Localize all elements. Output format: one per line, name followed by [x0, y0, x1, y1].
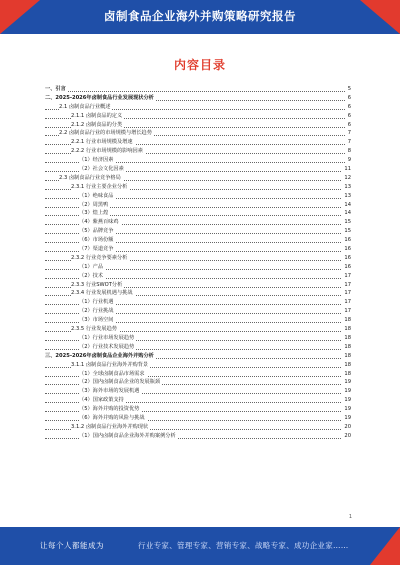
toc-entry[interactable]: [45, 396, 351, 405]
toc-entry-page: 6: [347, 121, 351, 128]
toc-entry-page: 16: [344, 246, 351, 253]
toc-entry-page: 19: [344, 379, 351, 386]
toc-entry[interactable]: [45, 103, 351, 112]
toc-entry-label: 一、引言: [45, 86, 66, 92]
toc-entry-page: 18: [344, 352, 351, 359]
toc-entry-label: 2.1.1 卤制食品的定义: [71, 112, 123, 119]
toc-entry-page: 17: [344, 308, 351, 315]
toc-entry-page: 19: [344, 406, 351, 413]
toc-entry[interactable]: [45, 414, 351, 423]
toc-entry[interactable]: [45, 218, 351, 227]
toc-entry-page: 11: [344, 166, 351, 173]
toc-entry-page: 20: [344, 423, 351, 430]
toc-entry-label: （2）社会文化因素: [79, 166, 124, 173]
toc-entry-page: 6: [347, 103, 351, 110]
toc-entry-page: 15: [344, 219, 351, 226]
toc-entry[interactable]: [45, 263, 351, 272]
toc-entry-page: 19: [344, 414, 351, 421]
toc-entry[interactable]: [45, 138, 351, 147]
toc-entry-page: 14: [344, 201, 351, 208]
toc-entry-page: 19: [344, 397, 351, 404]
toc-entry-label: （2）国内卤制食品企业的发展瓶颈: [79, 379, 161, 386]
toc-entry-label: 2.3.2 行业竞争要素分析: [71, 254, 128, 261]
toc-entry-page: 13: [344, 183, 351, 190]
toc-entry[interactable]: [45, 325, 351, 334]
toc-entry-label: （1）国内卤制食品企业海外并购案例分析: [79, 432, 176, 439]
toc-entry-page: 17: [344, 281, 351, 288]
toc-entry-label: （6）海外并购的风险与挑战: [79, 414, 145, 421]
toc-entry[interactable]: [45, 423, 351, 432]
toc-entry-page: 20: [344, 432, 351, 439]
toc-entry[interactable]: [45, 254, 351, 263]
table-of-contents: [45, 85, 351, 441]
toc-entry-label: （5）品牌竞争: [79, 228, 114, 235]
toc-entry-label: （1）行业市场发展趋势: [79, 334, 135, 341]
toc-entry-label: 2.3 卤制食品行业竞争格局: [59, 174, 121, 181]
toc-entry-label: （3）市场空间: [79, 317, 114, 324]
toc-entry[interactable]: [45, 378, 351, 387]
toc-entry-page: 12: [344, 174, 351, 181]
toc-entry[interactable]: [45, 192, 351, 201]
toc-entry-label: 2.2 卤制食品行业的市场规模与增长趋势: [59, 130, 152, 137]
toc-entry-label: （4）紫燕百味鸡: [79, 219, 119, 226]
toc-entry-page: 9: [347, 157, 351, 164]
toc-entry-page: 15: [344, 228, 351, 235]
toc-heading: 内容目录: [173, 58, 226, 72]
toc-entry-label: （3）煌上煌: [79, 210, 109, 217]
toc-entry[interactable]: [45, 352, 351, 361]
toc-entry[interactable]: [45, 272, 351, 281]
footer-red-corner: [370, 527, 400, 565]
toc-entry-label: （6）市场份额: [79, 237, 114, 244]
toc-entry-label: 3.1.1 卤制食品行业海外并购背景: [71, 361, 149, 368]
toc-entry-page: 7: [347, 130, 351, 137]
toc-entry-page: 16: [344, 254, 351, 261]
toc-entry-label: 二、2025-2026年卤制食品行业发展现状分析: [45, 94, 154, 101]
toc-entry-page: 18: [344, 343, 351, 350]
toc-entry-page: 18: [344, 326, 351, 333]
toc-entry-page: 18: [344, 334, 351, 341]
toc-entry[interactable]: [45, 307, 351, 316]
toc-entry-label: （1）产品: [79, 263, 104, 270]
toc-entry-label: 2.3.3 行业SWOT分析: [71, 281, 123, 288]
toc-entry-page: 18: [344, 370, 351, 377]
toc-entry[interactable]: [45, 209, 351, 218]
toc-entry-page: 17: [344, 299, 351, 306]
toc-entry[interactable]: [45, 183, 351, 192]
toc-entry[interactable]: [45, 147, 351, 156]
toc-entry-page: 18: [344, 317, 351, 324]
toc-entry-page: 17: [344, 272, 351, 279]
page-footer: [0, 527, 400, 565]
toc-entry-label: （7）渠道竞争: [79, 246, 114, 253]
toc-entry-label: 2.3.5 行业发展趋势: [71, 326, 117, 333]
toc-entry-page: 7: [347, 139, 351, 146]
toc-entry[interactable]: [45, 165, 351, 174]
toc-entry[interactable]: [45, 227, 351, 236]
report-title: 卤制食品企业海外并购策略研究报告: [104, 9, 296, 23]
toc-entry[interactable]: [45, 174, 351, 183]
toc-entry-label: （2）周黑鸭: [79, 201, 109, 208]
toc-entry-page: 6: [347, 94, 351, 101]
toc-entry-label: （2）行业技术发展趋势: [79, 343, 135, 350]
toc-entry-label: （5）海外并购的投资优势: [79, 406, 140, 413]
page-header: [0, 0, 400, 34]
toc-entry[interactable]: [45, 85, 351, 94]
toc-entry-page: 5: [347, 86, 351, 92]
toc-entry[interactable]: [45, 121, 351, 130]
toc-entry[interactable]: [45, 112, 351, 121]
toc-entry[interactable]: [45, 316, 351, 325]
toc-leader-dots: [45, 91, 351, 92]
toc-entry-label: （1）绝味食品: [79, 192, 114, 199]
toc-entry-label: 2.3.4 行业发展机遇与挑战: [71, 290, 133, 297]
toc-entry[interactable]: [45, 156, 351, 165]
footer-slogan: 让每个人都能成为: [40, 541, 104, 550]
toc-entry[interactable]: [45, 343, 351, 352]
toc-entry-label: 2.1.2 卤制食品的分类: [71, 121, 123, 128]
toc-entry[interactable]: [45, 432, 351, 441]
toc-entry-page: 8: [347, 148, 351, 155]
toc-entry-label: 2.3.1 行业主要企业分析: [71, 183, 128, 190]
toc-entry[interactable]: [45, 370, 351, 379]
toc-entry[interactable]: [45, 245, 351, 254]
toc-entry-page: 13: [344, 192, 351, 199]
toc-entry[interactable]: [45, 201, 351, 210]
toc-entry[interactable]: [45, 334, 351, 343]
toc-entry-page: 17: [344, 290, 351, 297]
toc-entry[interactable]: [45, 387, 351, 396]
footer-tagline: 行业专家、管理专家、营销专家、战略专家、成功企业家……: [138, 541, 349, 550]
toc-entry-label: 3.1.2 卤制食品行业海外并购现状: [71, 423, 149, 430]
toc-entry-page: 18: [344, 361, 351, 368]
toc-entry[interactable]: [45, 298, 351, 307]
toc-entry[interactable]: [45, 405, 351, 414]
toc-entry-page: 16: [344, 263, 351, 270]
toc-entry-label: （4）国家政策支持: [79, 397, 124, 404]
toc-entry[interactable]: [45, 94, 351, 103]
toc-entry-page: 14: [344, 210, 351, 217]
toc-entry-label: （1）全球卤制食品市场需求: [79, 370, 145, 377]
toc-entry-label: （3）海外市场的发展机遇: [79, 388, 140, 395]
toc-entry[interactable]: [45, 129, 351, 138]
toc-entry[interactable]: [45, 236, 351, 245]
toc-entry-page: 16: [344, 237, 351, 244]
toc-entry-label: 2.1 卤制食品行业概述: [59, 103, 111, 110]
toc-entry-label: 三、2025-2026年卤制食品企业海外并购分析: [45, 352, 154, 359]
toc-entry-page: 6: [347, 112, 351, 119]
toc-entry-label: （1）经济因素: [79, 157, 114, 164]
toc-entry-label: （1）行业机遇: [79, 299, 114, 306]
toc-entry-label: （2）行业挑战: [79, 308, 114, 315]
toc-entry-label: 2.2.2 行业市场规模的影响因素: [71, 148, 143, 155]
toc-entry[interactable]: [45, 361, 351, 370]
toc-entry-page: 19: [344, 388, 351, 395]
toc-entry[interactable]: [45, 289, 351, 298]
toc-entry[interactable]: [45, 281, 351, 290]
toc-entry-label: 2.2.1 行业市场规模及增速: [71, 139, 133, 146]
page-number: 1: [348, 514, 352, 520]
toc-entry-label: （2）技术: [79, 272, 104, 279]
